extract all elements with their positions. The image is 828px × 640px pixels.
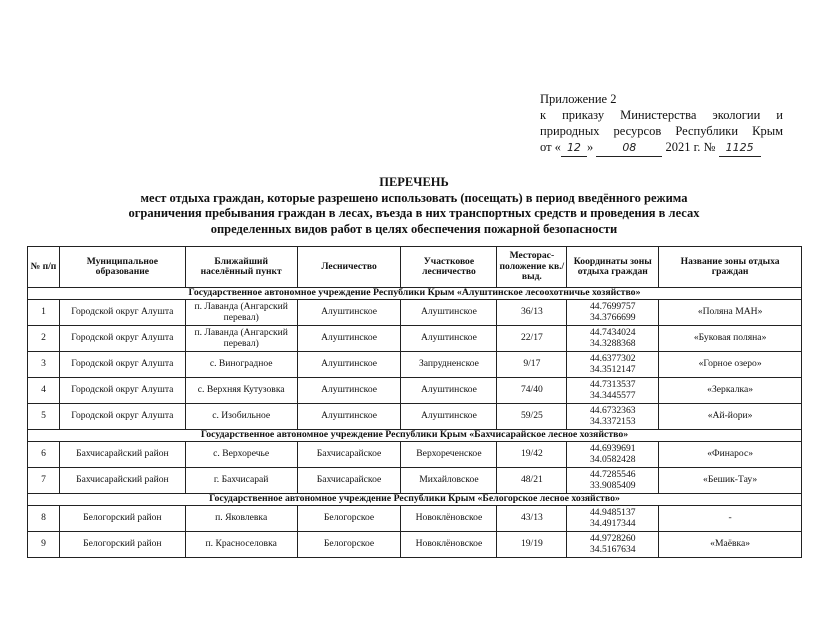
coord-lon: 34.0582428 [590, 453, 636, 465]
recreation-zones-table [27, 246, 802, 558]
cell-zone: «Ай-йори» [659, 404, 802, 430]
coord-lon: 34.3288368 [590, 337, 636, 349]
date-prefix: от « [540, 140, 561, 154]
cell-forestry: Белогорское [297, 506, 401, 532]
cell-settlement: г. Бахчисарай [185, 468, 297, 494]
cell-municipality: Белогорский район [59, 506, 185, 532]
title-heading: ПЕРЕЧЕНЬ [379, 175, 449, 189]
coord-lon: 34.5167634 [590, 543, 636, 555]
cell-location: 36/13 [497, 300, 567, 326]
cell-zone: «Горное озеро» [659, 352, 802, 378]
title-line-2: ограничения пребывания граждан в лесах, въезда в них транспортных средств и проведения в лесах [128, 206, 700, 220]
handwritten-month: 08 [596, 140, 662, 157]
cell-number: 6 [28, 442, 60, 468]
appendix-title: Приложение 2 [540, 92, 617, 106]
cell-settlement: п. Красноселовка [185, 532, 297, 558]
cell-forestry: Алуштинское [297, 326, 401, 352]
cell-number: 7 [28, 468, 60, 494]
header-number: № п/п [28, 247, 60, 288]
cell-number: 3 [28, 352, 60, 378]
cell-municipality: Бахчисарайский район [59, 442, 185, 468]
cell-forestry: Бахчисарайское [297, 468, 401, 494]
cell-location: 9/17 [497, 352, 567, 378]
cell-settlement: с. Изобильное [185, 404, 297, 430]
cell-zone: - [659, 506, 802, 532]
cell-coordinates [567, 404, 659, 430]
cell-coordinates [567, 442, 659, 468]
table-row [28, 442, 802, 468]
group-name: Государственное автономное учреждение Республики Крым «Алуштинское лесоохотничье хозяйство» [28, 288, 802, 300]
cell-settlement: п. Лаванда (Ангарский перевал) [185, 326, 297, 352]
cell-forestry: Алуштинское [297, 352, 401, 378]
table-row [28, 506, 802, 532]
cell-municipality: Белогорский район [59, 532, 185, 558]
coord-lon: 34.3372153 [590, 415, 636, 427]
header-district-forestry: Участковое лесничество [401, 247, 497, 288]
cell-settlement: п. Лаванда (Ангарский перевал) [185, 300, 297, 326]
cell-coordinates [567, 300, 659, 326]
cell-number: 9 [28, 532, 60, 558]
cell-settlement: с. Верхоречье [185, 442, 297, 468]
appendix-ministry-line: природных ресурсов Республики Крым [540, 124, 783, 138]
cell-location: 43/13 [497, 506, 567, 532]
table-row [28, 532, 802, 558]
cell-coordinates [567, 532, 659, 558]
cell-settlement: с. Верхняя Кутузовка [185, 378, 297, 404]
coord-lon: 33.9085409 [590, 479, 636, 491]
cell-municipality: Городской округ Алушта [59, 300, 185, 326]
coord-lat: 44.9485137 [590, 507, 636, 518]
cell-forestry: Алуштинское [297, 378, 401, 404]
cell-forestry: Алуштинское [297, 404, 401, 430]
cell-district: Алуштинское [401, 404, 497, 430]
cell-zone: «Зеркалка» [659, 378, 802, 404]
title-line-1: мест отдыха граждан, которые разрешено использовать (посещать) в период введённого режима [140, 190, 688, 205]
coord-lon: 34.3445577 [590, 389, 636, 401]
table-row [28, 326, 802, 352]
appendix-date-line [540, 139, 783, 157]
coord-lat: 44.9728260 [590, 533, 636, 544]
document-title [0, 175, 828, 237]
cell-location: 74/40 [497, 378, 567, 404]
coord-lat: 44.7313537 [590, 379, 636, 390]
header-location: Месторас-положение кв./выд. [497, 247, 567, 288]
cell-municipality: Городской округ Алушта [59, 378, 185, 404]
handwritten-order-number: 1125 [719, 140, 761, 157]
cell-zone: «Бешик-Тау» [659, 468, 802, 494]
header-coordinates: Координаты зоны отдыха граждан [567, 247, 659, 288]
header-zone-name: Название зоны отдыха граждан [659, 247, 802, 288]
header-forestry: Лесничество [297, 247, 401, 288]
date-mid: » [586, 140, 594, 154]
coord-lat: 44.6377302 [590, 353, 636, 364]
cell-settlement: п. Яковлевка [185, 506, 297, 532]
cell-district: Алуштинское [401, 326, 497, 352]
cell-coordinates [567, 352, 659, 378]
group-row [28, 494, 802, 506]
cell-coordinates [567, 506, 659, 532]
table-row [28, 352, 802, 378]
year-text: 2021 г. № [665, 140, 716, 154]
cell-municipality: Городской округ Алушта [59, 404, 185, 430]
cell-district: Запрудненское [401, 352, 497, 378]
coord-lat: 44.7699757 [590, 301, 636, 312]
coord-lat: 44.7434024 [590, 327, 636, 338]
cell-settlement: с. Виноградное [185, 352, 297, 378]
cell-forestry: Алуштинское [297, 300, 401, 326]
cell-location: 48/21 [497, 468, 567, 494]
coord-lon: 34.3512147 [590, 363, 636, 375]
cell-municipality: Бахчисарайский район [59, 468, 185, 494]
cell-location: 19/19 [497, 532, 567, 558]
cell-district: Алуштинское [401, 378, 497, 404]
cell-zone: «Поляна МАН» [659, 300, 802, 326]
cell-coordinates [567, 326, 659, 352]
cell-coordinates [567, 378, 659, 404]
table-row [28, 404, 802, 430]
cell-location: 19/42 [497, 442, 567, 468]
cell-zone: «Буковая поляна» [659, 326, 802, 352]
cell-district: Новоклёновское [401, 506, 497, 532]
cell-district: Верхореченское [401, 442, 497, 468]
cell-coordinates [567, 468, 659, 494]
cell-number: 4 [28, 378, 60, 404]
cell-district: Михайловское [401, 468, 497, 494]
cell-district: Новоклёновское [401, 532, 497, 558]
coord-lat: 44.6939691 [590, 443, 636, 454]
title-line-3: определенных видов работ в целях обеспечения пожарной безопасности [210, 221, 618, 236]
coord-lat: 44.7285546 [590, 469, 636, 480]
cell-number: 8 [28, 506, 60, 532]
cell-district: Алуштинское [401, 300, 497, 326]
coord-lon: 34.3766699 [590, 311, 636, 323]
header-settlement: Ближайший населённый пункт [185, 247, 297, 288]
group-name: Государственное автономное учреждение Республики Крым «Белогорское лесное хозяйство» [28, 494, 802, 506]
cell-location: 22/17 [497, 326, 567, 352]
table-row [28, 468, 802, 494]
header-municipality: Муниципальное образование [59, 247, 185, 288]
cell-number: 1 [28, 300, 60, 326]
cell-municipality: Городской округ Алушта [59, 352, 185, 378]
group-name: Государственное автономное учреждение Республики Крым «Бахчисарайское лесное хозяйство» [28, 430, 802, 442]
table-header-row [28, 247, 802, 288]
cell-zone: «Финарос» [659, 442, 802, 468]
cell-forestry: Бахчисарайское [297, 442, 401, 468]
group-row [28, 288, 802, 300]
cell-zone: «Маёвка» [659, 532, 802, 558]
cell-number: 5 [28, 404, 60, 430]
appendix-block [540, 91, 783, 157]
coord-lon: 34.4917344 [590, 517, 636, 529]
cell-location: 59/25 [497, 404, 567, 430]
handwritten-day: 12 [561, 140, 587, 157]
table-row [28, 378, 802, 404]
table-row [28, 300, 802, 326]
cell-forestry: Белогорское [297, 532, 401, 558]
group-row [28, 430, 802, 442]
appendix-order-line: к приказу Министерства экологии и [540, 108, 783, 122]
cell-municipality: Городской округ Алушта [59, 326, 185, 352]
cell-number: 2 [28, 326, 60, 352]
coord-lat: 44.6732363 [590, 405, 636, 416]
